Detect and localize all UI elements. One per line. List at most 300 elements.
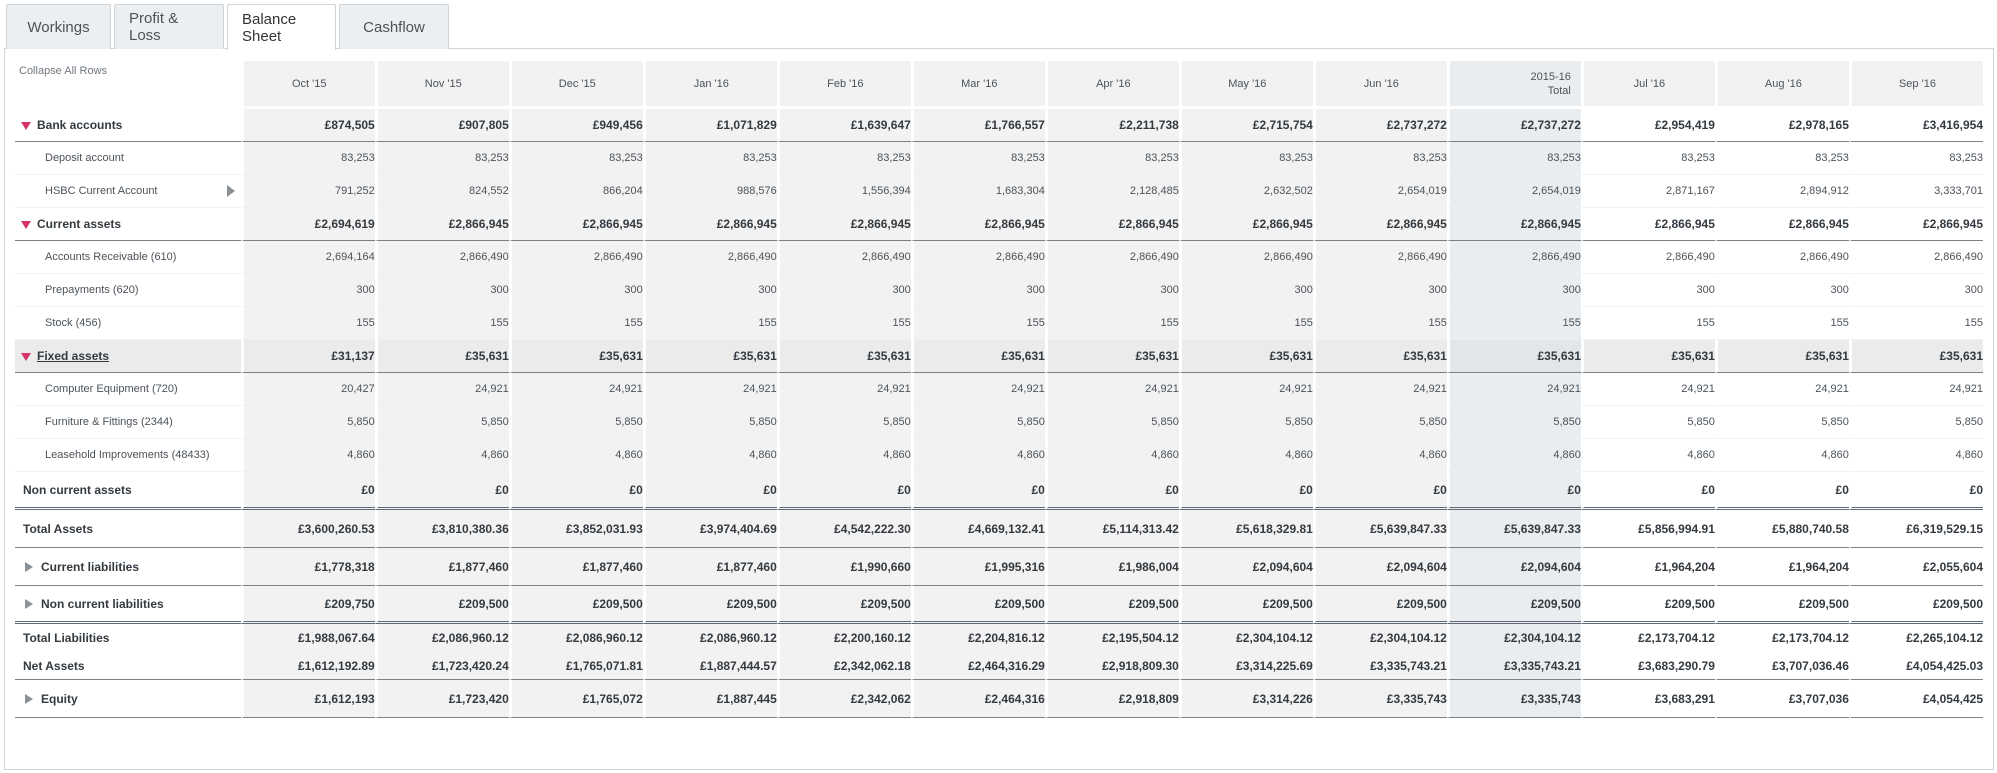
value-cell: £4,054,425 <box>1849 680 1983 718</box>
value-cell: 5,850 <box>1045 406 1179 439</box>
value-cell: 5,850 <box>911 406 1045 439</box>
row-label-text: Leasehold Improvements (48433) <box>45 449 210 461</box>
value-cell: £1,765,071.81 <box>509 652 643 680</box>
value-cell: 155 <box>1715 307 1849 340</box>
value-cell: 5,850 <box>1313 406 1447 439</box>
value-cell: 2,866,490 <box>1581 241 1715 274</box>
value-cell: £2,464,316.29 <box>911 652 1045 680</box>
value-cell: £209,500 <box>1447 586 1581 624</box>
value-cell: £2,918,809 <box>1045 680 1179 718</box>
row-label <box>15 624 241 652</box>
value-cell: £1,995,316 <box>911 548 1045 586</box>
value-cell: 155 <box>1179 307 1313 340</box>
value-cell: £1,990,660 <box>777 548 911 586</box>
value-cell: £1,988,067.64 <box>241 624 375 652</box>
value-cell: £2,200,160.12 <box>777 624 911 652</box>
value-cell: £1,612,193 <box>241 680 375 718</box>
row-label[interactable] <box>15 208 241 241</box>
row-hsbc-current <box>15 175 1983 208</box>
row-label <box>15 652 241 680</box>
value-cell: 2,654,019 <box>1313 175 1447 208</box>
value-cell: £1,877,460 <box>643 548 777 586</box>
value-cell: 4,860 <box>911 439 1045 472</box>
value-cell: £1,071,829 <box>643 109 777 142</box>
row-deposit-account <box>15 142 1983 175</box>
value-cell: £2,195,504.12 <box>1045 624 1179 652</box>
value-cell: £3,335,743 <box>1447 680 1581 718</box>
value-cell: £35,631 <box>1447 340 1581 373</box>
value-cell: £2,094,604 <box>1179 548 1313 586</box>
value-cell: £1,766,557 <box>911 109 1045 142</box>
value-cell: 24,921 <box>911 373 1045 406</box>
value-cell: 5,850 <box>241 406 375 439</box>
value-cell: £2,866,945 <box>1849 208 1983 241</box>
row-label <box>15 439 241 472</box>
value-cell: 4,860 <box>643 439 777 472</box>
row-total-assets <box>15 510 1983 548</box>
row-label <box>15 175 241 208</box>
value-cell: £3,335,743.21 <box>1313 652 1447 680</box>
value-cell: 24,921 <box>1849 373 1983 406</box>
value-cell: 2,866,490 <box>1447 241 1581 274</box>
value-cell: 791,252 <box>241 175 375 208</box>
row-label[interactable] <box>15 548 241 586</box>
value-cell: £3,683,291 <box>1581 680 1715 718</box>
value-cell: 24,921 <box>375 373 509 406</box>
value-cell: 300 <box>1179 274 1313 307</box>
value-cell: £209,500 <box>1179 586 1313 624</box>
value-cell: £3,707,036 <box>1715 680 1849 718</box>
value-cell: £4,054,425.03 <box>1849 652 1983 680</box>
value-cell: £1,723,420 <box>375 680 509 718</box>
value-cell: 2,866,490 <box>1715 241 1849 274</box>
row-equity <box>15 680 1983 718</box>
value-cell: 2,632,502 <box>1179 175 1313 208</box>
value-cell: £2,055,604 <box>1849 548 1983 586</box>
value-cell: 300 <box>375 274 509 307</box>
triangle-down-icon[interactable] <box>21 122 31 130</box>
value-cell: 4,860 <box>1179 439 1313 472</box>
row-total-liabilities <box>15 624 1983 652</box>
row-label <box>15 373 241 406</box>
column-header: Nov '15 <box>375 61 509 106</box>
value-cell: £0 <box>509 472 643 510</box>
value-cell: 83,253 <box>241 142 375 175</box>
value-cell: 83,253 <box>1045 142 1179 175</box>
row-fixed-assets <box>15 340 1983 373</box>
value-cell: 5,850 <box>1179 406 1313 439</box>
value-cell: 4,860 <box>1581 439 1715 472</box>
value-cell: £6,319,529.15 <box>1849 510 1983 548</box>
balance-sheet-panel <box>4 48 1994 770</box>
row-label-text: Equity <box>41 691 78 706</box>
value-cell: £2,918,809.30 <box>1045 652 1179 680</box>
value-cell: 300 <box>241 274 375 307</box>
column-header: Apr '16 <box>1045 61 1179 106</box>
row-label-text: Furniture & Fittings (2344) <box>45 416 173 428</box>
value-cell: £5,639,847.33 <box>1447 510 1581 548</box>
value-cell: £35,631 <box>1179 340 1313 373</box>
value-cell: £35,631 <box>911 340 1045 373</box>
row-label-text: Current assets <box>37 217 122 231</box>
triangle-down-icon[interactable] <box>21 353 31 361</box>
value-cell: 300 <box>1447 274 1581 307</box>
value-cell: 300 <box>1581 274 1715 307</box>
row-current-assets <box>15 208 1983 241</box>
column-header: Mar '16 <box>911 61 1045 106</box>
value-cell: 5,850 <box>777 406 911 439</box>
value-cell: £35,631 <box>777 340 911 373</box>
value-cell: 155 <box>241 307 375 340</box>
value-cell: £0 <box>777 472 911 510</box>
row-label[interactable] <box>15 680 241 718</box>
value-cell: £35,631 <box>1849 340 1983 373</box>
value-cell: £2,737,272 <box>1447 109 1581 142</box>
value-cell: £2,737,272 <box>1313 109 1447 142</box>
value-cell: 4,860 <box>375 439 509 472</box>
value-cell: £209,750 <box>241 586 375 624</box>
tab-bar <box>6 4 449 49</box>
column-header: Dec '15 <box>509 61 643 106</box>
triangle-right-icon[interactable] <box>25 599 33 609</box>
value-cell: 2,866,490 <box>1849 241 1983 274</box>
balance-sheet-table <box>15 61 1983 718</box>
value-cell: £2,094,604 <box>1447 548 1581 586</box>
value-cell: £0 <box>375 472 509 510</box>
value-cell: 83,253 <box>1581 142 1715 175</box>
value-cell: 4,860 <box>1045 439 1179 472</box>
value-cell: £0 <box>1715 472 1849 510</box>
triangle-down-icon[interactable] <box>21 221 31 229</box>
value-cell: £0 <box>1849 472 1983 510</box>
value-cell: 5,850 <box>643 406 777 439</box>
value-cell: 2,866,490 <box>911 241 1045 274</box>
value-cell: £35,631 <box>1045 340 1179 373</box>
value-cell: £2,978,165 <box>1715 109 1849 142</box>
value-cell: 155 <box>777 307 911 340</box>
value-cell: £1,778,318 <box>241 548 375 586</box>
value-cell: 300 <box>1715 274 1849 307</box>
value-cell: £0 <box>1179 472 1313 510</box>
value-cell: £209,500 <box>1045 586 1179 624</box>
value-cell: £2,866,945 <box>375 208 509 241</box>
value-cell: 24,921 <box>1313 373 1447 406</box>
value-cell: £2,954,419 <box>1581 109 1715 142</box>
value-cell: 4,860 <box>1849 439 1983 472</box>
value-cell: £1,986,004 <box>1045 548 1179 586</box>
value-cell: £2,715,754 <box>1179 109 1313 142</box>
value-cell: 155 <box>375 307 509 340</box>
row-accounts-receivable <box>15 241 1983 274</box>
value-cell: £3,335,743.21 <box>1447 652 1581 680</box>
value-cell: £209,500 <box>911 586 1045 624</box>
value-cell: 300 <box>1045 274 1179 307</box>
column-header: Jun '16 <box>1313 61 1447 106</box>
value-cell: 1,683,304 <box>911 175 1045 208</box>
row-label-text: Deposit account <box>45 152 124 164</box>
value-cell: £0 <box>911 472 1045 510</box>
value-cell: £4,542,222.30 <box>777 510 911 548</box>
value-cell: £1,723,420.24 <box>375 652 509 680</box>
value-cell: 24,921 <box>1179 373 1313 406</box>
tab-profit-loss[interactable]: Profit & Loss <box>114 4 224 49</box>
value-cell: £3,600,260.53 <box>241 510 375 548</box>
row-current-liabilities <box>15 548 1983 586</box>
value-cell: 824,552 <box>375 175 509 208</box>
row-label-text: Prepayments (620) <box>45 284 139 296</box>
value-cell: £35,631 <box>643 340 777 373</box>
row-label-text: Non current assets <box>23 482 132 497</box>
row-label-text: Current liabilities <box>41 559 140 574</box>
value-cell: 83,253 <box>1179 142 1313 175</box>
value-cell: 2,866,490 <box>375 241 509 274</box>
value-cell: £0 <box>1045 472 1179 510</box>
value-cell: £949,456 <box>509 109 643 142</box>
value-cell: £1,887,444.57 <box>643 652 777 680</box>
value-cell: £5,880,740.58 <box>1715 510 1849 548</box>
row-label <box>15 142 241 175</box>
row-net-assets <box>15 652 1983 680</box>
value-cell: 155 <box>1447 307 1581 340</box>
column-header: Jul '16 <box>1581 61 1715 106</box>
header-label-cell <box>15 61 241 106</box>
tab-cashflow[interactable]: Cashflow <box>339 4 449 49</box>
value-cell: 24,921 <box>777 373 911 406</box>
value-cell: 4,860 <box>1447 439 1581 472</box>
value-cell: £907,805 <box>375 109 509 142</box>
value-cell: £1,887,445 <box>643 680 777 718</box>
value-cell: 24,921 <box>1581 373 1715 406</box>
value-cell: £209,500 <box>777 586 911 624</box>
value-cell: £2,304,104.12 <box>1313 624 1447 652</box>
value-cell: 2,866,490 <box>1313 241 1447 274</box>
header-row <box>15 61 1983 106</box>
value-cell: £2,094,604 <box>1313 548 1447 586</box>
value-cell: £2,086,960.12 <box>643 624 777 652</box>
value-cell: 5,850 <box>1849 406 1983 439</box>
value-cell: £874,505 <box>241 109 375 142</box>
row-label-text: Non current liabilities <box>41 596 164 611</box>
value-cell: 24,921 <box>643 373 777 406</box>
value-cell: £5,114,313.42 <box>1045 510 1179 548</box>
value-cell: £2,204,816.12 <box>911 624 1045 652</box>
row-label <box>15 472 241 510</box>
value-cell: £2,304,104.12 <box>1447 624 1581 652</box>
value-cell: £35,631 <box>1581 340 1715 373</box>
value-cell: 4,860 <box>1313 439 1447 472</box>
value-cell: 5,850 <box>1581 406 1715 439</box>
value-cell: 155 <box>911 307 1045 340</box>
value-cell: £2,866,945 <box>509 208 643 241</box>
column-header: Feb '16 <box>777 61 911 106</box>
row-label-text: Total Assets <box>23 521 94 536</box>
value-cell: £0 <box>1581 472 1715 510</box>
tab-balance-sheet[interactable]: Balance Sheet <box>227 4 336 50</box>
row-label[interactable] <box>15 586 241 624</box>
total-header-year: 2015-16 <box>1530 70 1571 83</box>
row-prepayments <box>15 274 1983 307</box>
value-cell: £2,866,945 <box>911 208 1045 241</box>
row-stock <box>15 307 1983 340</box>
value-cell: 2,866,490 <box>777 241 911 274</box>
value-cell: £3,314,225.69 <box>1179 652 1313 680</box>
value-cell: £1,612,192.89 <box>241 652 375 680</box>
value-cell: £209,500 <box>643 586 777 624</box>
value-cell: 83,253 <box>1447 142 1581 175</box>
play-arrow-icon[interactable] <box>227 185 235 197</box>
value-cell: £209,500 <box>509 586 643 624</box>
row-label-text: Total Liabilities <box>23 631 110 645</box>
value-cell: 24,921 <box>509 373 643 406</box>
collapse-all-rows-link[interactable]: Collapse All Rows <box>19 65 108 77</box>
value-cell: £3,707,036.46 <box>1715 652 1849 680</box>
column-header: Jan '16 <box>643 61 777 106</box>
value-cell: £2,866,945 <box>1581 208 1715 241</box>
value-cell: 4,860 <box>1715 439 1849 472</box>
value-cell: £5,856,994.91 <box>1581 510 1715 548</box>
value-cell: 3,333,701 <box>1849 175 1983 208</box>
value-cell: £3,810,380.36 <box>375 510 509 548</box>
value-cell: £2,173,704.12 <box>1581 624 1715 652</box>
value-cell: £1,964,204 <box>1715 548 1849 586</box>
row-leasehold <box>15 439 1983 472</box>
row-label-text[interactable]: Fixed assets <box>37 349 110 363</box>
column-header: May '16 <box>1179 61 1313 106</box>
value-cell: 24,921 <box>1715 373 1849 406</box>
value-cell: £3,416,954 <box>1849 109 1983 142</box>
value-cell: £4,669,132.41 <box>911 510 1045 548</box>
column-header: Oct '15 <box>241 61 375 106</box>
value-cell: 155 <box>1045 307 1179 340</box>
row-label-text: HSBC Current Account <box>45 185 158 197</box>
value-cell: 300 <box>777 274 911 307</box>
value-cell: £1,639,647 <box>777 109 911 142</box>
value-cell: 83,253 <box>1313 142 1447 175</box>
row-label <box>15 241 241 274</box>
row-label-text: Accounts Receivable (610) <box>45 251 177 263</box>
value-cell: 5,850 <box>1715 406 1849 439</box>
value-cell: 2,894,912 <box>1715 175 1849 208</box>
value-cell: £2,086,960.12 <box>375 624 509 652</box>
column-header: Aug '16 <box>1715 61 1849 106</box>
value-cell: £1,765,072 <box>509 680 643 718</box>
value-cell: 83,253 <box>911 142 1045 175</box>
value-cell: £1,877,460 <box>509 548 643 586</box>
value-cell: 5,850 <box>1447 406 1581 439</box>
value-cell: £2,464,316 <box>911 680 1045 718</box>
value-cell: 24,921 <box>1045 373 1179 406</box>
value-cell: £35,631 <box>375 340 509 373</box>
value-cell: 2,866,490 <box>643 241 777 274</box>
row-label-text: Computer Equipment (720) <box>45 383 178 395</box>
column-header-total <box>1447 61 1581 106</box>
value-cell: 300 <box>509 274 643 307</box>
row-furniture <box>15 406 1983 439</box>
value-cell: 2,694,164 <box>241 241 375 274</box>
value-cell: 20,427 <box>241 373 375 406</box>
value-cell: 300 <box>911 274 1045 307</box>
value-cell: £2,866,945 <box>1715 208 1849 241</box>
row-label[interactable] <box>15 109 241 142</box>
row-non-current-assets <box>15 472 1983 510</box>
row-label <box>15 510 241 548</box>
total-header-label: Total <box>1547 84 1571 97</box>
value-cell: £209,500 <box>1581 586 1715 624</box>
value-cell: 83,253 <box>1715 142 1849 175</box>
value-cell: 300 <box>643 274 777 307</box>
value-cell: £0 <box>1447 472 1581 510</box>
value-cell: 155 <box>1581 307 1715 340</box>
row-label[interactable] <box>15 340 241 373</box>
value-cell: 83,253 <box>375 142 509 175</box>
value-cell: 83,253 <box>509 142 643 175</box>
triangle-right-icon[interactable] <box>25 562 33 572</box>
value-cell: £3,852,031.93 <box>509 510 643 548</box>
row-non-current-liabilities <box>15 586 1983 624</box>
column-header: Sep '16 <box>1849 61 1983 106</box>
value-cell: £3,683,290.79 <box>1581 652 1715 680</box>
row-label-text: Net Assets <box>23 658 85 673</box>
triangle-right-icon[interactable] <box>25 694 33 704</box>
value-cell: 2,871,167 <box>1581 175 1715 208</box>
value-cell: 5,850 <box>375 406 509 439</box>
value-cell: 83,253 <box>1849 142 1983 175</box>
value-cell: £209,500 <box>1849 586 1983 624</box>
value-cell: 83,253 <box>643 142 777 175</box>
value-cell: 2,866,490 <box>1179 241 1313 274</box>
value-cell: £2,173,704.12 <box>1715 624 1849 652</box>
value-cell: 988,576 <box>643 175 777 208</box>
row-label-text: Stock (456) <box>45 317 102 329</box>
value-cell: £2,342,062.18 <box>777 652 911 680</box>
value-cell: 2,866,490 <box>509 241 643 274</box>
value-cell: £2,304,104.12 <box>1179 624 1313 652</box>
value-cell: 155 <box>643 307 777 340</box>
value-cell: 2,654,019 <box>1447 175 1581 208</box>
value-cell: 300 <box>1849 274 1983 307</box>
row-label <box>15 274 241 307</box>
value-cell: £5,618,329.81 <box>1179 510 1313 548</box>
value-cell: £2,265,104.12 <box>1849 624 1983 652</box>
value-cell: 300 <box>1313 274 1447 307</box>
value-cell: £35,631 <box>1313 340 1447 373</box>
row-label <box>15 406 241 439</box>
value-cell: £2,866,945 <box>1313 208 1447 241</box>
value-cell: £2,342,062 <box>777 680 911 718</box>
value-cell: £1,964,204 <box>1581 548 1715 586</box>
value-cell: £31,137 <box>241 340 375 373</box>
value-cell: 4,860 <box>777 439 911 472</box>
value-cell: £3,314,226 <box>1179 680 1313 718</box>
value-cell: 5,850 <box>509 406 643 439</box>
value-cell: 155 <box>509 307 643 340</box>
value-cell: £2,866,945 <box>643 208 777 241</box>
value-cell: £0 <box>241 472 375 510</box>
value-cell: £2,086,960.12 <box>509 624 643 652</box>
tab-workings[interactable]: Workings <box>6 4 111 49</box>
value-cell: 1,556,394 <box>777 175 911 208</box>
value-cell: £2,866,945 <box>1179 208 1313 241</box>
value-cell: £1,877,460 <box>375 548 509 586</box>
value-cell: 24,921 <box>1447 373 1581 406</box>
value-cell: £2,694,619 <box>241 208 375 241</box>
value-cell: £209,500 <box>1313 586 1447 624</box>
value-cell: £2,866,945 <box>1447 208 1581 241</box>
value-cell: £35,631 <box>1715 340 1849 373</box>
value-cell: 83,253 <box>777 142 911 175</box>
value-cell: 866,204 <box>509 175 643 208</box>
value-cell: 155 <box>1849 307 1983 340</box>
